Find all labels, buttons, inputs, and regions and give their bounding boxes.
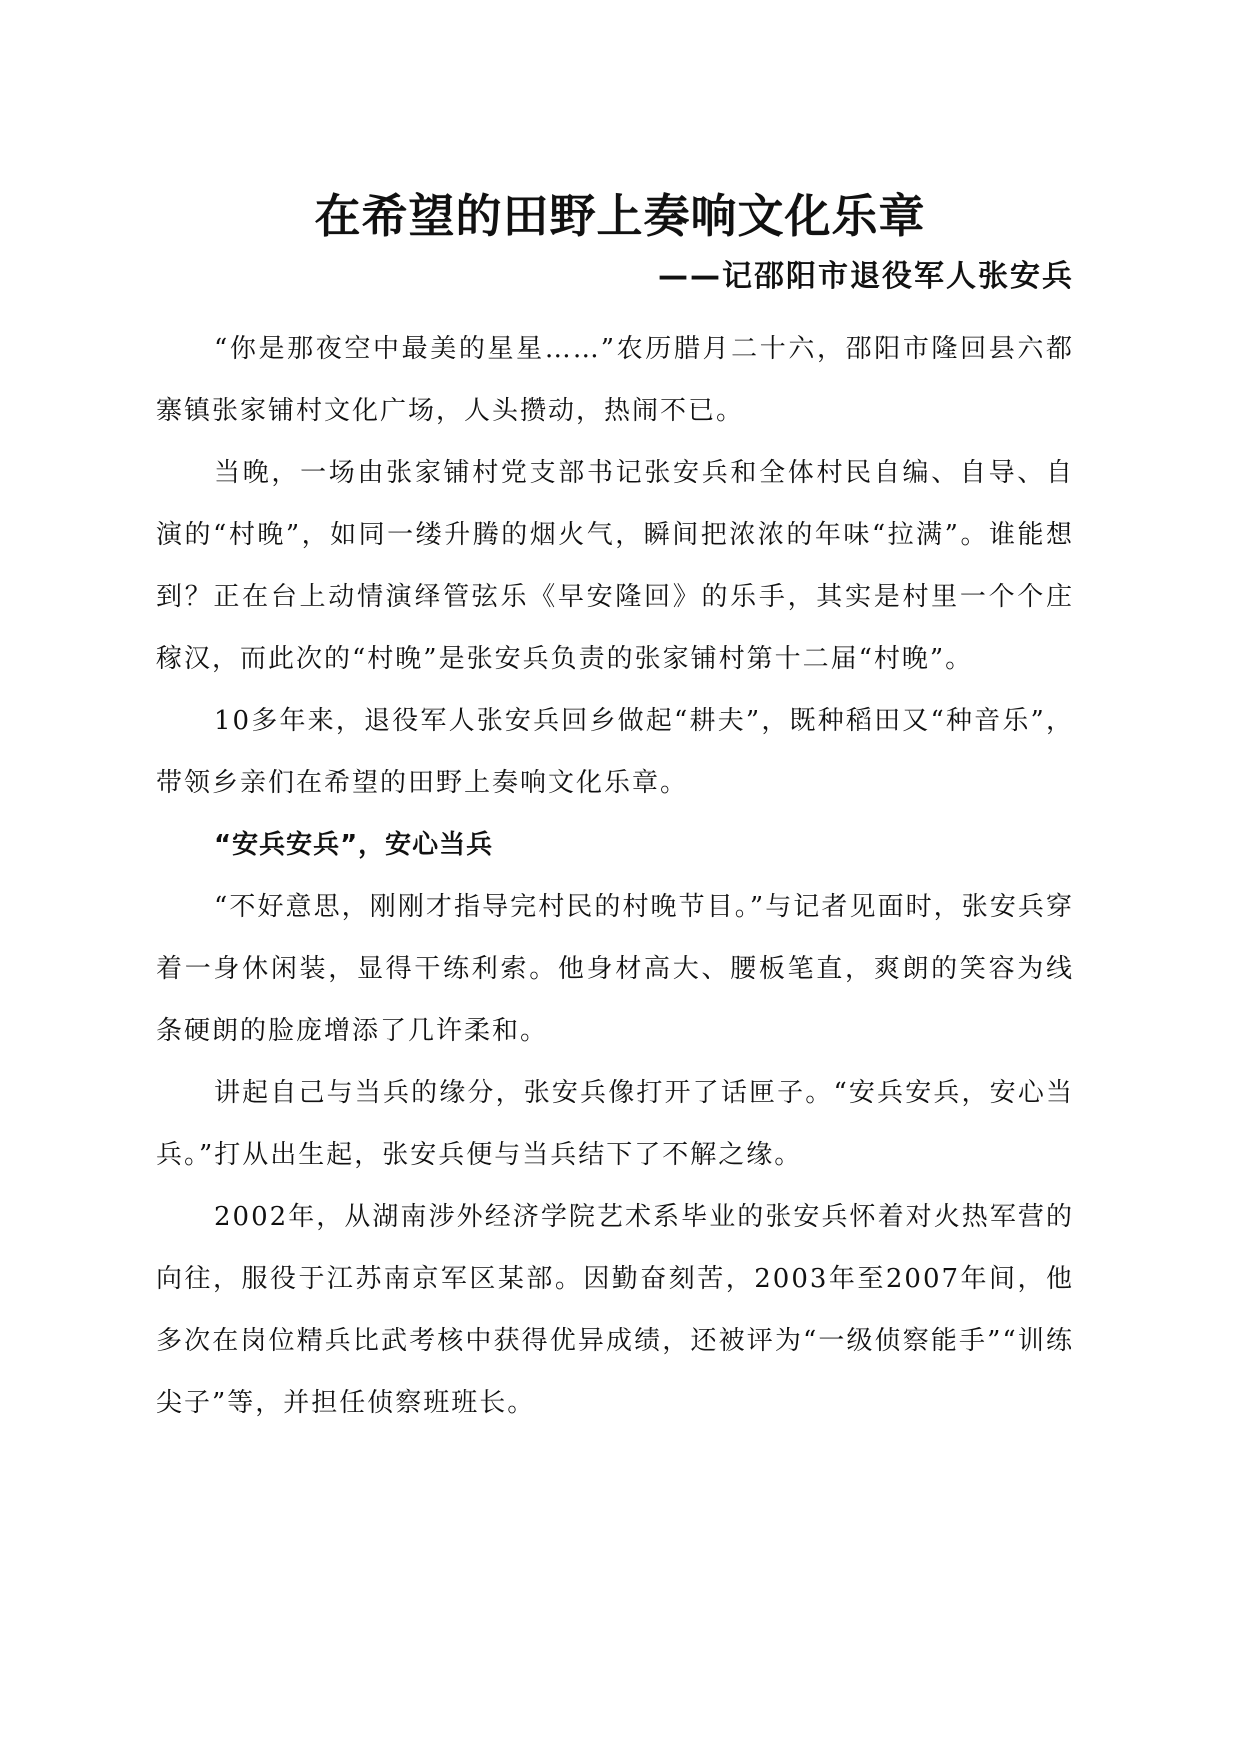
section-heading: “安兵安兵”，安心当兵 [214,830,494,860]
paragraph: 10多年来，退役军人张安兵回乡做起“耕夫”，既种稻田又“种音乐”，带领乡亲们在希望的田野上奏响文化乐章。 [156,706,1074,798]
paragraph: 2002年，从湖南涉外经济学院艺术系毕业的张安兵怀着对火热军营的向往，服役于江苏南京军区某部。因勤奋刻苦，2003年至2007年间，他多次在岗位精兵比武考核中获得优异成绩，还被评为“一级侦察能手”“训练尖子”等，并担任侦察班班长。 [156,1202,1074,1418]
article-title: 在希望的田野上奏响文化乐章 [314,189,926,243]
paragraph: “你是那夜空中最美的星星……”农历腊月二十六，邵阳市隆回县六都寨镇张家铺村文化广场，人头攒动，热闹不已。 [156,334,1074,426]
article-body [156,318,1074,1434]
paragraph: 当晚，一场由张家铺村党支部书记张安兵和全体村民自编、自导、自演的“村晚”，如同一缕升腾的烟火气，瞬间把浓浓的年味“拉满”。谁能想到？正在台上动情演绎管弦乐《早安隆回》的乐手，其实是村里一个个庄稼汉，而此次的“村晚”是张安兵负责的张家铺村第十二届“村晚”。 [156,458,1074,674]
paragraph: “不好意思，刚刚才指导完村民的村晚节目。”与记者见面时，张安兵穿着一身休闲装，显得干练利索。他身材高大、腰板笔直，爽朗的笑容为线条硬朗的脸庞增添了几许柔和。 [156,892,1074,1046]
paragraph: 讲起自己与当兵的缘分，张安兵像打开了话匣子。“安兵安兵，安心当兵。”打从出生起，张安兵便与当兵结下了不解之缘。 [156,1078,1074,1170]
article-subtitle: ——记邵阳市退役军人张安兵 [658,259,1074,294]
